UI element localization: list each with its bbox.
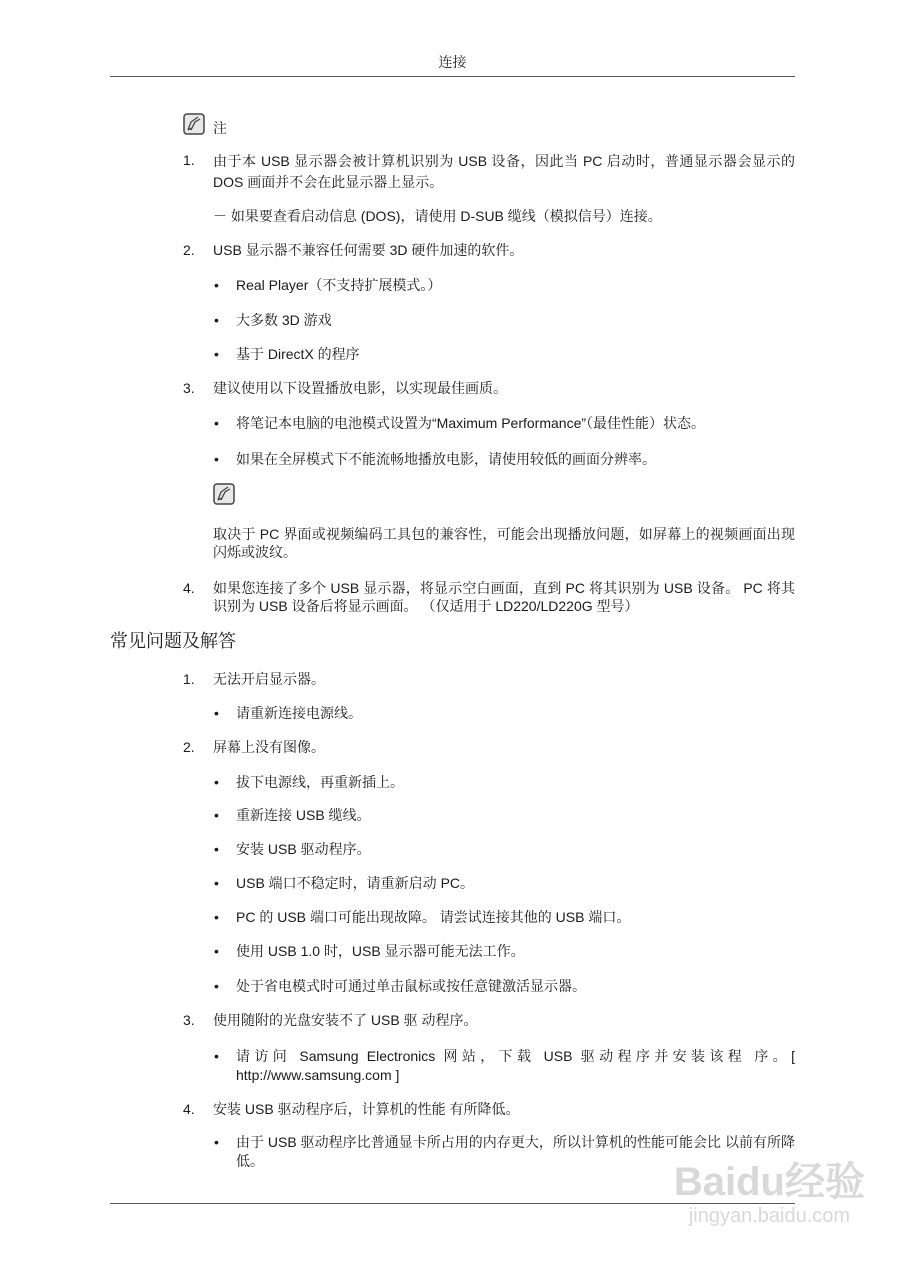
bullet-text: 基于 DirectX 的程序 xyxy=(236,346,360,362)
bullet: • xyxy=(214,841,219,857)
bullet-text: 将笔记本电脑的电池模式设置为“Maximum Performance”（最佳性能）状态。 xyxy=(236,415,706,431)
faq-number: 4. xyxy=(183,1101,195,1117)
faq-number: 1. xyxy=(183,671,195,687)
watermark-url: jingyan.baidu.com xyxy=(688,1205,851,1227)
faq-answer: 重新连接 USB 缆线。 xyxy=(236,807,371,823)
bullet-text: 如果在全屏模式下不能流畅地播放电影，请使用较低的画面分辨率。 xyxy=(236,451,656,467)
faq-question: 使用随附的光盘安装不了 USB 驱 动程序。 xyxy=(213,1012,478,1028)
faq-answer: USB 端口不稳定时，请重新启动 PC。 xyxy=(236,875,475,891)
item-number: 4. xyxy=(183,580,195,596)
note-icon xyxy=(183,113,205,135)
note-icon xyxy=(213,483,235,505)
item-text: 由于本 USB 显示器会被计算机识别为 USB 设备，因此当 PC 启动时，普通显示器会显示的 DOS 画面并不会在此显示器上显示。 xyxy=(213,153,795,190)
faq-question: 安装 USB 驱动程序后，计算机的性能 有所降低。 xyxy=(213,1101,520,1117)
bullet: • xyxy=(214,875,219,891)
item-text: USB 显示器不兼容任何需要 3D 硬件加速的软件。 xyxy=(213,242,524,258)
bullet: • xyxy=(214,312,219,328)
page-header-title: 连接 xyxy=(438,54,467,70)
bullet: • xyxy=(214,277,219,293)
note-text: 取决于 PC 界面或视频编码工具包的兼容性，可能会出现播放问题，如屏幕上的视频画面出现闪烁或波纹。 xyxy=(213,526,795,560)
bullet: • xyxy=(214,1134,219,1150)
item-subnote: － 如果要查看启动信息 (DOS)，请使用 D-SUB 缆线（模拟信号）连接。 xyxy=(213,208,662,224)
faq-answer: 安装 USB 驱动程序。 xyxy=(236,841,371,857)
faq-answer: 拔下电源线，再重新插上。 xyxy=(236,774,404,790)
faq-question: 无法开启显示器。 xyxy=(213,671,325,687)
baidu-watermark xyxy=(674,1160,865,1228)
faq-answer: 请访问 Samsung Electronics 网站，下载 USB 驱动程序并安装该程 序。[ http://www.samsung.com ] xyxy=(236,1048,795,1083)
bullet-text: 大多数 3D 游戏 xyxy=(236,312,332,328)
item-number: 1. xyxy=(183,152,195,168)
faq-answer: 请重新连接电源线。 xyxy=(236,705,362,721)
faq-answer: 处于省电模式时可通过单击鼠标或按任意键激活显示器。 xyxy=(236,978,586,994)
bullet: • xyxy=(214,415,219,431)
note-label: 注 xyxy=(213,120,227,136)
faq-question: 屏幕上没有图像。 xyxy=(213,739,325,755)
bullet: • xyxy=(214,451,219,467)
header-divider xyxy=(110,76,795,77)
item-number: 3. xyxy=(183,380,195,396)
bullet: • xyxy=(214,909,219,925)
item-text: 如果您连接了多个 USB 显示器，将显示空白画面，直到 PC 将其识别为 USB 设备。 PC 将其识别为 USB 设备后将显示画面。 （仅适用于 LD220/LD220G 型号） xyxy=(213,580,795,614)
bullet: • xyxy=(214,774,219,790)
faq-number: 2. xyxy=(183,739,195,755)
faq-heading: 常见问题及解答 xyxy=(110,631,236,651)
bullet: • xyxy=(214,346,219,362)
bullet: • xyxy=(214,705,219,721)
watermark-brand: Baidu经验 xyxy=(673,1160,865,1204)
bullet: • xyxy=(214,1048,219,1064)
item-number: 2. xyxy=(183,242,195,258)
faq-number: 3. xyxy=(183,1012,195,1028)
bullet: • xyxy=(214,807,219,823)
item-text: 建议使用以下设置播放电影，以实现最佳画质。 xyxy=(213,380,507,396)
bullet: • xyxy=(214,978,219,994)
bullet: • xyxy=(214,943,219,959)
faq-answer: 由于 USB 驱动程序比普通显卡所占用的内存更大，所以计算机的性能可能会比 以前有所降低。 xyxy=(236,1134,795,1169)
faq-answer: 使用 USB 1.0 时，USB 显示器可能无法工作。 xyxy=(236,943,525,959)
faq-answer: PC 的 USB 端口可能出现故障。 请尝试连接其他的 USB 端口。 xyxy=(236,909,631,925)
bullet-text: Real Player（不支持扩展模式。） xyxy=(236,277,442,293)
